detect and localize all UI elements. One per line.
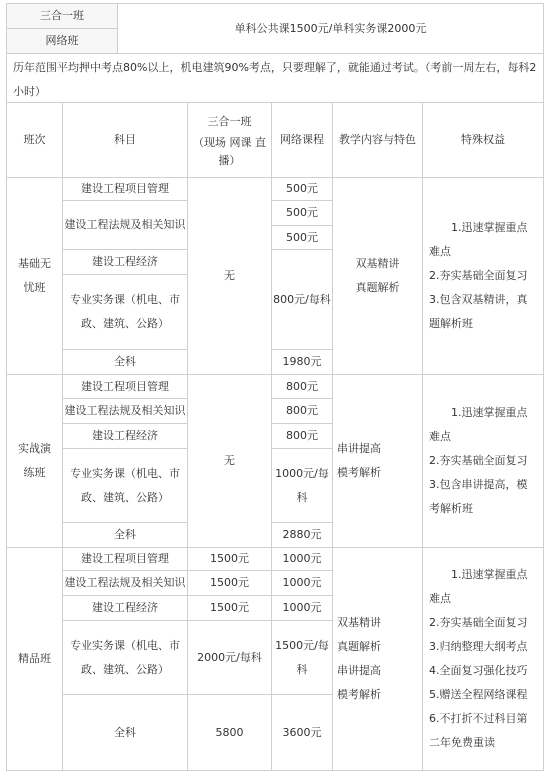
benefit-item: 4.全面复习强化技巧 (429, 664, 528, 677)
benefits (422, 177, 544, 375)
description: 历年范围平均押中考点80%以上，机电建筑90%考点，只要理解了，就能通过考试。（考前一周左右，每科2小时） (6, 53, 544, 103)
group-name: 基础无忧班 (6, 177, 63, 375)
subject-name: 全科 (62, 349, 188, 375)
subject-name: 专业实务课（机电、市政、建筑、公路） (62, 620, 188, 695)
subject-name: 建设工程法规及相关知识 (62, 200, 188, 250)
sanheyi-price: 1500元 (187, 595, 272, 621)
subject-name: 建设工程项目管理 (62, 177, 188, 201)
online-price: 1000元 (271, 570, 333, 596)
header-banci: 班次 (6, 102, 63, 178)
header-sanheyi: 三合一班 （现场 网课 直播） (187, 102, 272, 178)
benefit-item: 6.不打折不过科目第二年免费重读 (429, 712, 528, 749)
online-price: 800元/每科 (271, 249, 333, 350)
subject-name: 专业实务课（机电、市政、建筑、公路） (62, 448, 188, 523)
header-tese: 特殊权益 (422, 102, 544, 178)
subject-name: 建设工程项目管理 (62, 547, 188, 571)
subject-name: 建设工程法规及相关知识 (62, 570, 188, 596)
teaching-content: 双基精讲 真题解析 (332, 177, 423, 375)
benefit-item: 3.包含双基精讲，真题解析班 (429, 293, 528, 330)
sanheyi-price: 2000元/每科 (187, 620, 272, 695)
online-price: 800元 (271, 398, 333, 424)
sanheyi-price: 5800 (187, 694, 272, 771)
online-price: 2880元 (271, 522, 333, 548)
online-price: 1000元/每科 (271, 448, 333, 523)
online-price: 500元 (271, 177, 333, 201)
teaching-content: 串讲提高 模考解析 (332, 374, 423, 548)
benefits (422, 374, 544, 548)
label-sanheyi: 三合一班 (6, 3, 118, 29)
sanheyi-price: 1500元 (187, 570, 272, 596)
benefit-item: 2.夯实基础全面复习 (429, 454, 528, 467)
online-price: 500元 (271, 200, 333, 226)
online-price: 1000元 (271, 547, 333, 571)
subject-name: 全科 (62, 694, 188, 771)
group-name: 精品班 (6, 547, 63, 771)
benefit-item: 1.迅速掌握重点难点 (429, 221, 528, 258)
subject-name: 全科 (62, 522, 188, 548)
teaching-content: 双基精讲 真题解析 串讲提高 模考解析 (332, 547, 423, 771)
header-jiaoxue: 教学内容与特色 (332, 102, 423, 178)
group-name: 实战演练班 (6, 374, 63, 548)
sanheyi-price: 1500元 (187, 547, 272, 571)
price-note: 单科公共课1500元/单科实务课2000元 (117, 3, 544, 54)
benefit-item: 3.包含串讲提高，模考解析班 (429, 478, 528, 515)
subject-name: 建设工程法规及相关知识 (62, 398, 188, 424)
benefit-item: 1.迅速掌握重点难点 (429, 568, 528, 605)
benefit-item: 2.夯实基础全面复习 (429, 616, 528, 629)
subject-name: 建设工程经济 (62, 423, 188, 449)
sanheyi-price: 无 (187, 374, 272, 548)
online-price: 500元 (271, 225, 333, 250)
online-price: 1500元/每科 (271, 620, 333, 695)
benefit-item: 2.夯实基础全面复习 (429, 269, 528, 282)
subject-name: 建设工程项目管理 (62, 374, 188, 399)
subject-name: 专业实务课（机电、市政、建筑、公路） (62, 274, 188, 350)
header-kemu: 科目 (62, 102, 188, 178)
subject-name: 建设工程经济 (62, 249, 188, 275)
benefit-item: 5.赠送全程网络课程 (429, 688, 528, 701)
benefit-item: 3.归纳整理大纲考点 (429, 640, 528, 653)
header-wangluo: 网络课程 (271, 102, 333, 178)
subject-name: 建设工程经济 (62, 595, 188, 621)
benefits (422, 547, 544, 771)
online-price: 800元 (271, 423, 333, 449)
online-price: 1980元 (271, 349, 333, 375)
online-price: 800元 (271, 374, 333, 399)
benefit-item: 1.迅速掌握重点难点 (429, 406, 528, 443)
online-price: 1000元 (271, 595, 333, 621)
label-wangluo: 网络班 (6, 28, 118, 54)
sanheyi-price: 无 (187, 177, 272, 375)
online-price: 3600元 (271, 694, 333, 771)
